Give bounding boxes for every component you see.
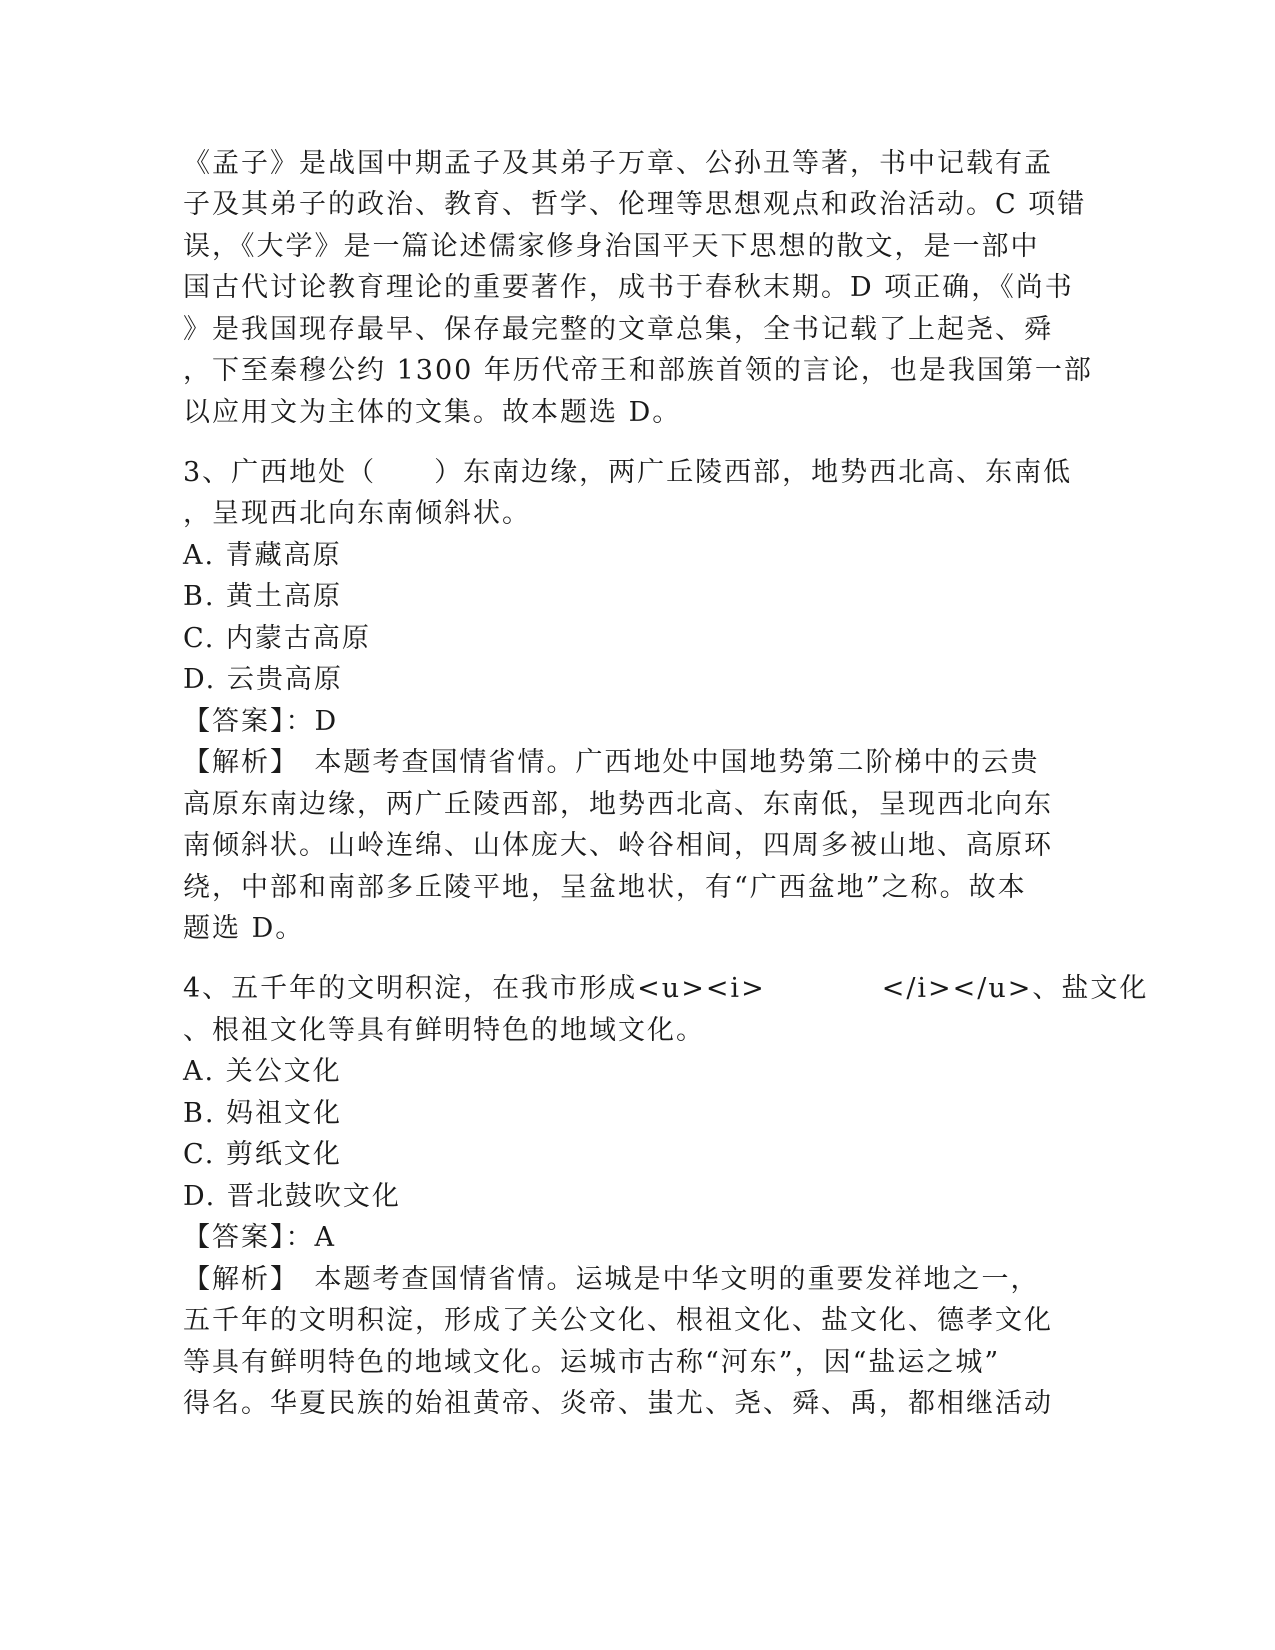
- question-3-analysis-line: 【解析】 本题考查国情省情。广西地处中国地势第二阶梯中的云贵: [183, 747, 1040, 778]
- question-3-option-d: D. 云贵高原: [183, 664, 343, 695]
- question-4-option-a: A. 关公文化: [183, 1056, 342, 1087]
- question-3-option-c: C. 内蒙古高原: [183, 623, 371, 654]
- question-4-analysis-line: 得名。华夏民族的始祖黄帝、炎帝、蚩尤、尧、舜、禹，都相继活动: [183, 1388, 1053, 1419]
- question-3-analysis-line: 绕，中部和南部多丘陵平地，呈盆地状，有“广西盆地”之称。故本: [183, 872, 1027, 903]
- prev-explanation-line: 子及其弟子的政治、教育、哲学、伦理等思想观点和政治活动。C 项错: [183, 189, 1087, 220]
- question-4-stem: 4、五千年的文明积淀，在我市形成<u><i> </i></u>、盐文化: [183, 973, 1149, 1004]
- question-4-stem: 、根祖文化等具有鲜明特色的地域文化。: [183, 1015, 705, 1046]
- question-3-option-a: A. 青藏高原: [183, 540, 342, 571]
- prev-explanation-line: 《孟子》是战国中期孟子及其弟子万章、公孙丑等著，书中记载有孟: [183, 148, 1053, 179]
- question-4-option-d: D. 晋北鼓吹文化: [183, 1181, 401, 1212]
- question-3-option-b: B. 黄土高原: [183, 581, 343, 612]
- question-4-analysis-line: 【解析】 本题考查国情省情。运城是中华文明的重要发祥地之一，: [183, 1264, 1040, 1295]
- question-4-option-c: C. 剪纸文化: [183, 1139, 342, 1170]
- prev-explanation-line: ，下至秦穆公约 1300 年历代帝王和部族首领的言论，也是我国第一部: [183, 355, 1093, 386]
- prev-explanation-line: 误，《大学》是一篇论述儒家修身治国平天下思想的散文，是一部中: [183, 231, 1040, 262]
- question-4-option-b: B. 妈祖文化: [183, 1098, 343, 1129]
- question-4-answer: 【答案】：A: [183, 1222, 336, 1253]
- question-3-stem: 3、广西地处（ ）东南边缘，两广丘陵西部，地势西北高、东南低: [183, 457, 1073, 488]
- question-3-analysis-line: 高原东南边缘，两广丘陵西部，地势西北高、东南低，呈现西北向东: [183, 789, 1053, 820]
- prev-explanation-line: 国古代讨论教育理论的重要著作，成书于春秋末期。D 项正确，《尚书: [183, 272, 1074, 303]
- question-4-analysis-line: 等具有鲜明特色的地域文化。运城市古称“河东”，因“盐运之城”: [183, 1347, 1001, 1378]
- question-3-analysis-line: 南倾斜状。山岭连绵、山体庞大、岭谷相间，四周多被山地、高原环: [183, 830, 1053, 861]
- question-3-analysis-line: 题选 D。: [183, 913, 305, 944]
- question-4-analysis-line: 五千年的文明积淀，形成了关公文化、根祖文化、盐文化、德孝文化: [183, 1305, 1053, 1336]
- question-3-stem: ，呈现西北向东南倾斜状。: [183, 498, 531, 529]
- question-3-answer: 【答案】：D: [183, 706, 339, 737]
- prev-explanation-line: 》是我国现存最早、保存最完整的文章总集，全书记载了上起尧、舜: [183, 314, 1053, 345]
- prev-explanation-line: 以应用文为主体的文集。故本题选 D。: [183, 397, 682, 428]
